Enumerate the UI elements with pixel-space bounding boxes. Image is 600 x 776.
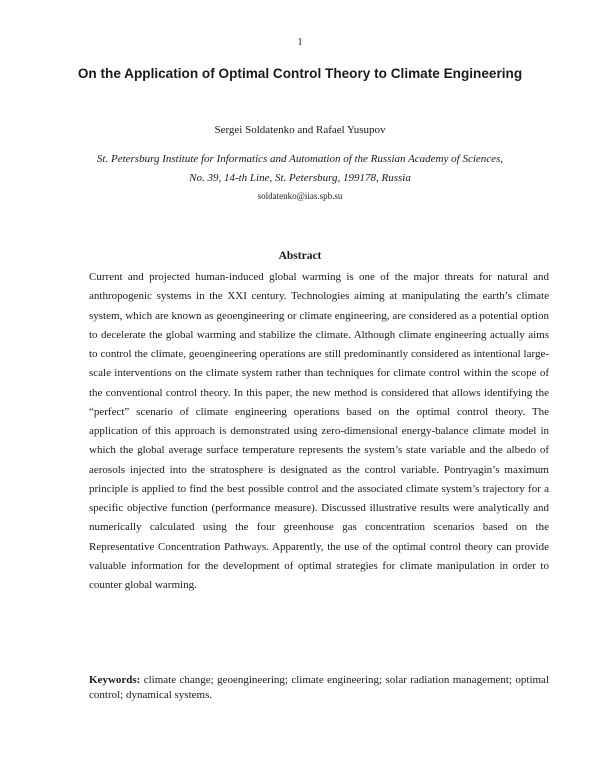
- keywords-label: Keywords:: [89, 674, 141, 686]
- affiliation: [60, 150, 540, 188]
- author-email: soldatenko@iias.spb.su: [257, 191, 343, 201]
- page-number: 1: [297, 37, 303, 48]
- abstract-text: Current and projected human-induced global warming is one of the major threats for natural and anthropogenic systems in the XXI century. Technologies aiming at manipulating the earth’s climate system, which are known as geoengineering or climate engineering, are considered as a potential option to decelerate the global warming and stabilize the climate. Although climate engineering actually aims to control the climate, geoengineering operations are still predominantly considered as intentional large-scale interventions on the climate system rather than techniques for climate control within the scope of the conventional control theory. In this paper, the new method is considered that allows identifying the “perfect” scenario of climate engineering operations based on the optimal control theory. The application of this approach is demonstrated using zero-dimensional energy-balance climate model in which the global average surface temperature represents the system’s state variable and the albedo of aerosols injected into the stratosphere is designated as the control variable. Pontryagin’s maximum principle is applied to find the best possible control and the associated climate system’s trajectory for a specific objective function (performance measure). Discussed illustrative results were analytically and numerically calculated using the four greenhouse gas concentration scenarios based on the Representative Concentration Pathways. Apparently, the use of the optimal control theory can provide valuable information for the development of optimal strategies for climate manipulation in order to counter global warming.: [89, 271, 549, 591]
- paper-title: On the Application of Optimal Control Theory to Climate Engineering: [77, 66, 523, 81]
- keywords-text: climate change; geoengineering; climate engineering; solar radiation management; optimal control; dynamical systems.: [89, 674, 549, 701]
- affiliation-line-2: No. 39, 14-th Line, St. Petersburg, 199178, Russia: [189, 172, 411, 184]
- authors: Sergei Soldatenko and Rafael Yusupov: [214, 124, 386, 136]
- abstract-heading: Abstract: [278, 250, 322, 262]
- affiliation-line-1: St. Petersburg Institute for Informatics and Automation of the Russian Academy of Sciences,: [96, 153, 504, 165]
- keywords: [89, 673, 549, 703]
